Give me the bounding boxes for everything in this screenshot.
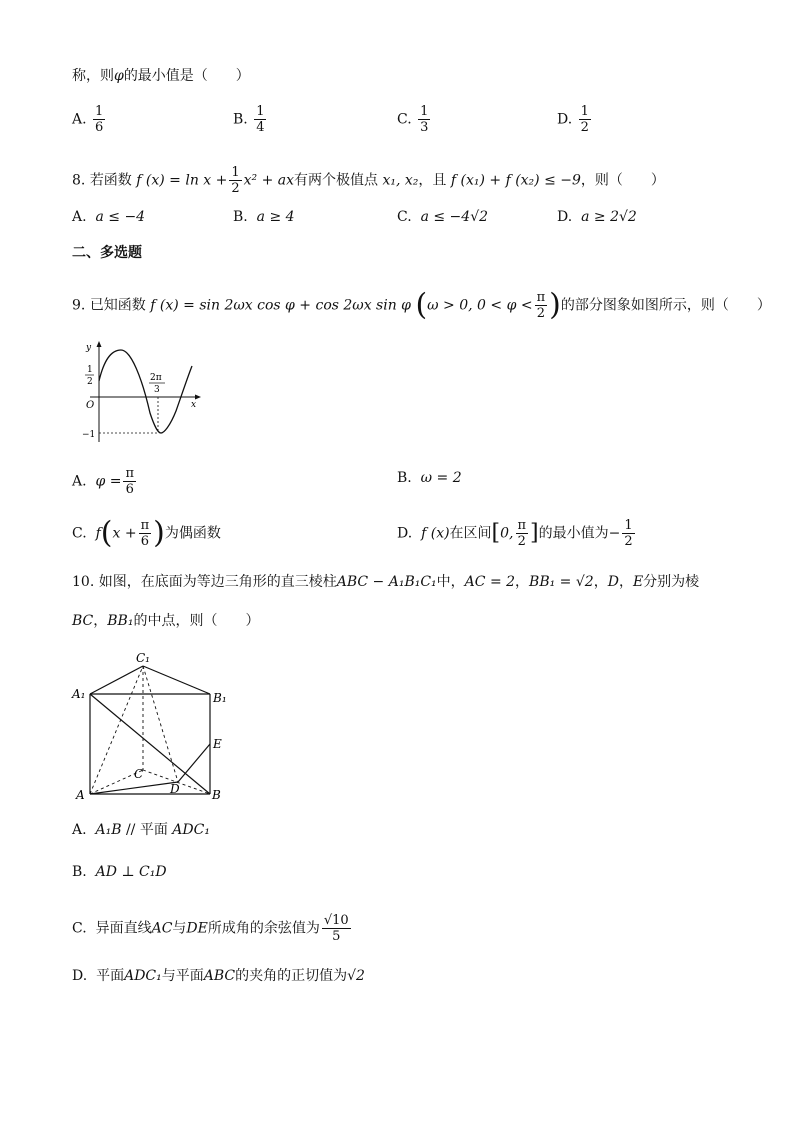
q8-option-letter: A.: [72, 209, 87, 225]
half-num: 1: [87, 365, 93, 375]
q9-option-c-paren-close: ): [153, 515, 165, 551]
label-a: A: [76, 788, 85, 802]
q7-option-num: 1: [420, 104, 429, 119]
q9-frac-num: π: [536, 290, 546, 305]
q9-option-c-frac: [139, 518, 152, 549]
q9-option-a-den: 6: [125, 482, 134, 497]
q8-cond: f (x₁) + f (x₂) ≤ −9: [450, 172, 581, 189]
q8-option-text: a ≥ 2√2: [581, 209, 637, 225]
q9-option-d-frac: [516, 518, 529, 549]
q9-option-d-neg: −: [608, 525, 621, 542]
q9-option-d-int: 0,: [500, 525, 514, 542]
min-label: −1: [82, 430, 96, 440]
q9-option-d-bracket-close: ]: [530, 520, 539, 546]
q10-option-a: [72, 820, 210, 840]
q7-option-den: 2: [580, 120, 589, 135]
q9-suffix: 的部分图象如图所示，则（ ）: [560, 297, 771, 314]
q8-prefix: 若函数: [89, 172, 132, 189]
q10-option-d-val: √2: [347, 968, 365, 984]
q8-cond-intro: ，且: [418, 172, 447, 189]
q9-option-d-f: f (x): [421, 525, 450, 542]
label-c1: C₁: [136, 651, 150, 665]
q7-option-den: 3: [420, 120, 429, 135]
q9-option-d-letter: D.: [397, 525, 413, 542]
q9-option-b-letter: B.: [397, 470, 412, 486]
q8-func-rhs: x² + ax: [243, 172, 295, 189]
q10-option-a-m2: ADC₁: [172, 822, 210, 838]
q9-option-c-letter: C.: [72, 525, 87, 542]
q7-option-d: [557, 104, 593, 135]
q10-prism-figure: [70, 648, 240, 808]
q9-option-d-text1: 在区间: [449, 525, 492, 542]
q9-option-d-vden: 2: [624, 534, 633, 549]
q7-option-b: [233, 104, 268, 135]
q9-option-a-letter: A.: [72, 473, 87, 490]
q10-comma: ，: [618, 574, 633, 590]
q9-number: 9.: [72, 297, 86, 314]
q8-middle: 有两个极值点: [294, 172, 379, 189]
q8-number: 8.: [72, 172, 86, 189]
q8-option-letter: B.: [233, 209, 248, 225]
q10-option-a-m1: A₁B: [95, 822, 122, 838]
q10-bb1-2: BB₁: [107, 613, 134, 629]
q10-option-b-letter: B.: [72, 864, 87, 880]
q10-option-d: [72, 966, 365, 986]
q9-cond: ω > 0, 0 < φ <: [427, 297, 533, 314]
q9-graph: [78, 338, 208, 446]
x-axis-arrow: [195, 395, 201, 400]
q7-option-c: [397, 104, 432, 135]
q9-option-a-frac: [123, 466, 136, 497]
q9-option-a-num: π: [125, 466, 134, 481]
q7-text-after: 的最小值是（ ）: [123, 68, 250, 84]
q10-sep2: ，: [593, 574, 608, 590]
q8-points: x₁, x₂: [382, 172, 419, 189]
segment-de: [178, 744, 210, 782]
q9-paren-open: (: [415, 287, 428, 323]
q10-option-c: [72, 913, 353, 944]
q10-text-line2: 的中点，则（ ）: [133, 613, 260, 629]
q7-text: 称，则: [72, 68, 114, 84]
q8-option-letter: D.: [557, 209, 573, 225]
q10-prism: ABC − A₁B₁C₁: [336, 574, 437, 590]
q10-ac: AC = 2: [464, 574, 516, 590]
q9-option-d-bracket-open: [: [491, 520, 501, 546]
q10-bc: BC: [72, 613, 94, 629]
q10-sep: ，: [515, 574, 530, 590]
section-heading: 二、多选题: [72, 245, 142, 261]
q9-option-c-f: f: [95, 525, 101, 542]
q10-d: D: [607, 574, 619, 590]
q9-option-d-vnum: 1: [624, 518, 633, 533]
q9-paren-close: ): [549, 287, 561, 323]
q10-option-b: [72, 862, 167, 882]
edge-a1c1: [90, 666, 143, 694]
q10-option-c-text1: 异面直线: [95, 920, 152, 937]
q10-option-d-text3: 的夹角的正切值为: [235, 968, 348, 984]
q8-func-lhs: f (x) = ln x +: [136, 172, 228, 189]
q9-option-a-lhs: φ =: [95, 473, 122, 490]
q7-option-frac: [93, 104, 105, 135]
segment-a1b: [90, 694, 210, 794]
q7-tail-line: [72, 66, 250, 86]
q10-option-c-num: √10: [323, 913, 349, 928]
q10-option-d-m2: ABC: [203, 968, 236, 984]
q9-func: f (x) = sin 2ωx cos φ + cos 2ωx sin φ: [150, 297, 411, 314]
q7-option-a: [72, 104, 107, 135]
q7-option-frac: [418, 104, 430, 135]
q10-option-b-math: AD ⊥ C₁D: [95, 864, 167, 880]
q9-option-c-paren-open: (: [100, 515, 113, 551]
origin-label: O: [86, 400, 95, 411]
q10-number: 10.: [72, 574, 95, 590]
q10-comma2: ，: [93, 613, 108, 629]
q7-option-letter: B.: [233, 111, 248, 128]
q8-stem: [72, 165, 665, 196]
q7-option-num: 1: [256, 104, 265, 119]
label-d: D: [170, 782, 180, 796]
q9-option-c-text: 为偶函数: [164, 525, 221, 542]
q10-option-c-den: 5: [332, 929, 341, 944]
q10-stem-line1: [72, 572, 699, 592]
label-a1: A₁: [72, 687, 86, 701]
q9-option-d: [397, 518, 637, 549]
q9-option-c-den: 6: [140, 534, 149, 549]
q10-e: E: [632, 574, 644, 590]
q9-option-c: [72, 515, 221, 551]
q9-option-b-text: ω = 2: [420, 470, 462, 486]
q8-frac-num: 1: [231, 165, 240, 180]
q8-frac: [229, 165, 241, 196]
segment-c1d: [143, 666, 178, 782]
q7-option-letter: A.: [72, 111, 87, 128]
tick-den: 3: [154, 385, 160, 395]
q7-option-frac: [579, 104, 591, 135]
q9-option-d-vfrac: [622, 518, 634, 549]
q7-phi: φ: [114, 68, 124, 84]
y-axis-arrow: [97, 341, 102, 347]
q10-option-c-text3: 所成角的余弦值为: [207, 920, 320, 937]
q10-option-d-letter: D.: [72, 968, 88, 984]
edge-c1b1: [143, 666, 210, 694]
q8-option-text: a ≤ −4: [95, 209, 146, 225]
q7-option-letter: C.: [397, 111, 412, 128]
q10-option-d-m1: ADC₁: [124, 968, 162, 984]
q9-option-b: [397, 468, 462, 488]
label-b1: B₁: [213, 691, 227, 705]
q10-stem-line2: [72, 611, 259, 631]
q9-option-d-text2: 的最小值为: [538, 525, 609, 542]
q10-option-d-text1: 平面: [96, 968, 125, 984]
q10-text-b: 中，: [436, 574, 465, 590]
q9-option-a: [72, 466, 138, 497]
q7-option-den: 6: [95, 120, 104, 135]
q8-frac-den: 2: [231, 181, 240, 196]
q9-frac-den: 2: [536, 306, 545, 321]
q9-prefix: 已知函数: [89, 297, 146, 314]
q10-option-c-ac: AC: [151, 920, 173, 937]
q7-option-num: 1: [580, 104, 589, 119]
q8-option-c: [397, 207, 488, 227]
q8-option-text: a ≤ −4√2: [420, 209, 489, 225]
q9-option-d-den: 2: [517, 534, 526, 549]
q10-option-c-de: DE: [186, 920, 208, 937]
y-label: y: [86, 343, 92, 353]
q8-option-text: a ≥ 4: [256, 209, 295, 225]
q8-suffix: ，则（ ）: [580, 172, 665, 189]
q10-option-c-text2: 与: [172, 920, 187, 937]
q10-option-a-letter: A.: [72, 822, 87, 838]
tick-num: 2π: [150, 373, 162, 383]
q8-option-letter: C.: [397, 209, 412, 225]
q10-text-a: 如图，在底面为等边三角形的直三棱柱: [98, 574, 337, 590]
q9-frac: [535, 290, 548, 321]
q8-option-a: [72, 207, 145, 227]
q7-option-frac: [254, 104, 266, 135]
q9-option-c-num: π: [140, 518, 150, 533]
q7-option-num: 1: [95, 104, 104, 119]
q9-stem: [72, 287, 771, 323]
q7-option-den: 4: [256, 120, 265, 135]
half-den: 2: [87, 377, 93, 387]
q10-option-d-text2: 与平面: [161, 968, 204, 984]
q9-option-d-num: π: [517, 518, 527, 533]
q7-option-letter: D.: [557, 111, 573, 128]
q9-option-c-x: x +: [112, 525, 137, 542]
sine-curve: [99, 350, 192, 433]
label-b: B: [212, 788, 221, 802]
x-label: x: [191, 400, 197, 410]
q8-option-b: [233, 207, 295, 227]
q10-option-c-frac: [322, 913, 351, 944]
q10-option-a-text: // 平面: [125, 822, 168, 838]
q8-option-d: [557, 207, 637, 227]
label-e: E: [213, 737, 222, 751]
q10-bb1: BB₁ = √2: [529, 574, 594, 590]
label-c: C: [134, 767, 144, 781]
q10-text-c: 分别为棱: [643, 574, 700, 590]
q10-option-c-letter: C.: [72, 920, 87, 937]
